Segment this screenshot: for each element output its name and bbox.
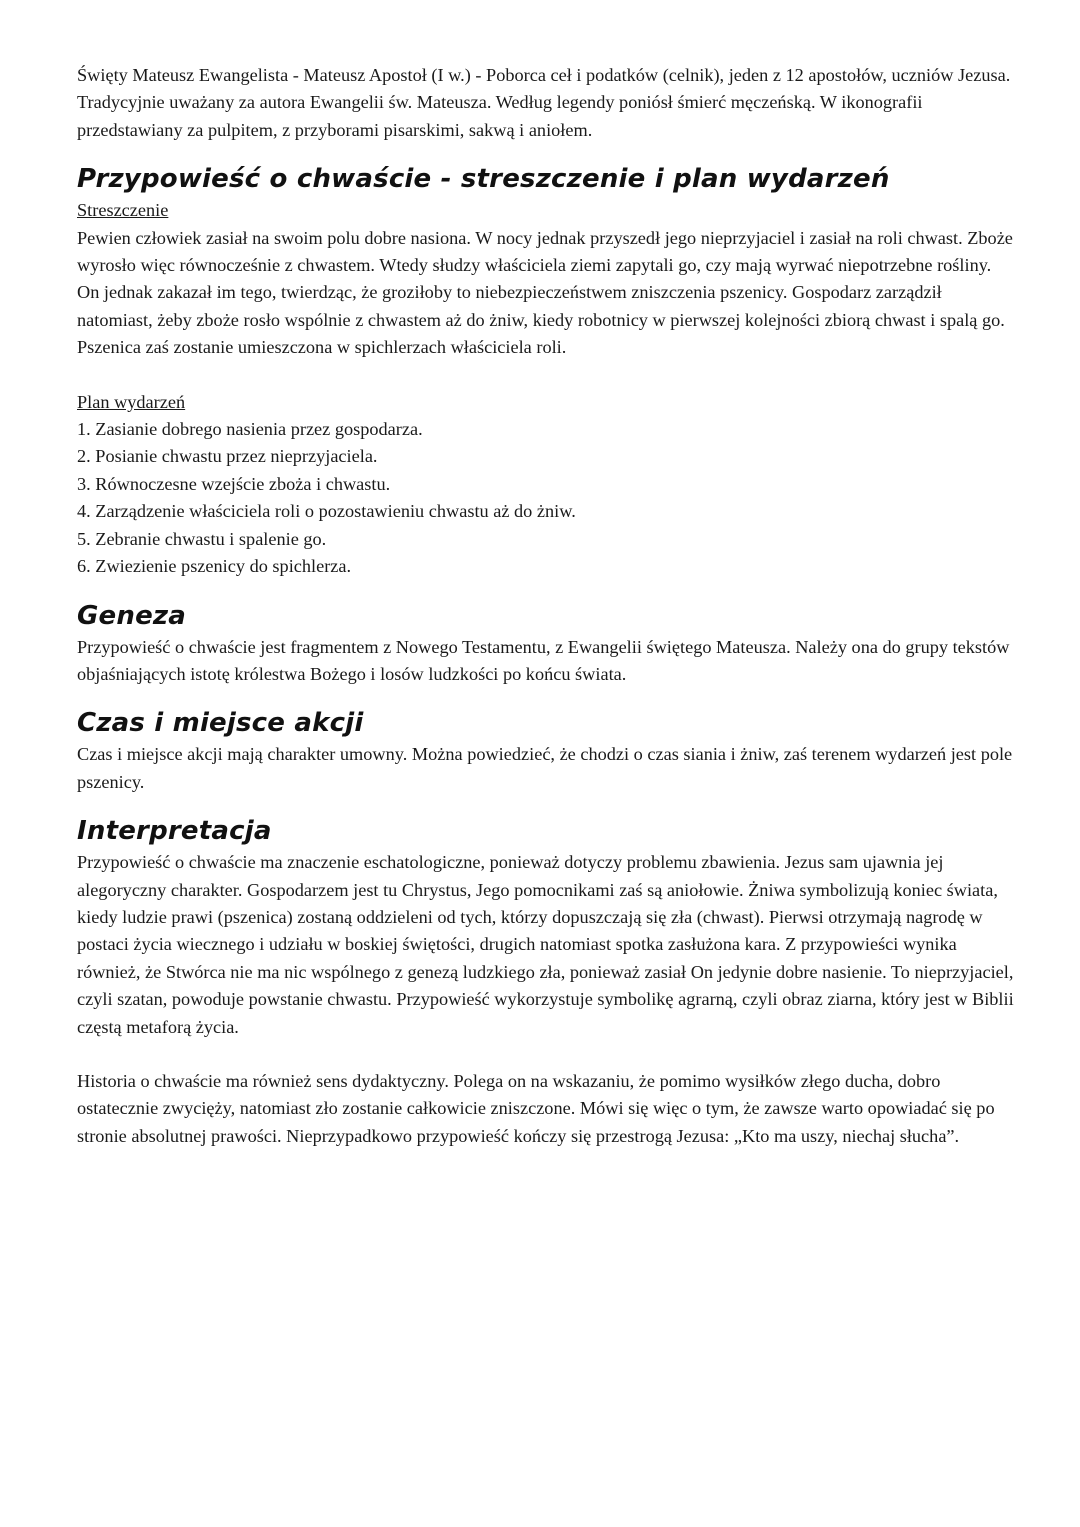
plan-list-item: 3. Równoczesne wzejście zboża i chwastu. (77, 473, 391, 494)
plan-subheading: Plan wydarzeń (77, 391, 186, 412)
plan-list-item: 5. Zebranie chwastu i spalenie go. (77, 528, 327, 549)
plan-list (77, 416, 1017, 580)
section-heading-interpretation: Interpretacja (77, 816, 272, 847)
summary-paragraph: Pewien człowiek zasiał na swoim polu dobre nasiona. W nocy jednak przyszedł jego nieprzyjaciel i zasiał na roli chwast. Zboże wyrosło więc równocześnie z chwastem. Wtedy słudzy właściciela ziemi zapytali go, czy mają wyrwać niepotrzebne rośliny. On jednak zakazał im tego, twierdząc, że groziłoby to niebezpieczeństwem zniszczenia pszenicy. Gospodarz zarządził natomiast, żeby zboże rosło wspólnie z chwastem aż do żniw, kiedy robotnicy w pierwszej kolejności zbiorą chwast i spalą go. Pszenica zaś zostanie umieszczona w spichlerzach właściciela roli. (77, 227, 1013, 358)
interpretation-paragraph-2: Historia o chwaście ma również sens dydaktyczny. Polega on na wskazaniu, że pomimo wysiłków złego ducha, dobro ostatecznie zwycięży, natomiast zło zostanie całkowicie zniszczone. Mówi się więc o tym, że zawsze warto opowiadać się po stronie absolutnej prawości. Nieprzypadkowo przypowieść kończy się przestrogą Jezusa: „Kto ma uszy, niechaj słucha”. (77, 1070, 995, 1146)
interpretation-paragraph-1: Przypowieść o chwaście ma znaczenie eschatologiczne, ponieważ dotyczy problemu zbawienia. Jezus sam ujawnia jej alegoryczny charakter. Gospodarzem jest tu Chrystus, Jego pomocnikami zaś są aniołowie. Żniwa symbolizują koniec świata, kiedy ludzie prawi (pszenica) zostaną oddzieleni od tych, którzy dopuszczają się zła (chwast). Pierwsi otrzymają nagrodę w postaci życia wiecznego i udziału w boskiej świętości, drugich natomiast spotka zasłużona kara. Z przypowieści wynika również, że Stwórca nie ma nic wspólnego z genezą ludzkiego zła, ponieważ zasiał On jedynie dobre nasienie. To nieprzyjaciel, czyli szatan, powoduje powstanie chwastu. Przypowieść wykorzystuje symbolikę agrarną, czyli obraz ziarna, który jest w Biblii częstą metaforą życia. (77, 852, 1014, 1037)
document-page (77, 62, 1017, 1150)
section-heading-time-place: Czas i miejsce akcji (77, 708, 364, 739)
plan-list-item: 1. Zasianie dobrego nasienia przez gospodarza. (77, 419, 423, 440)
section-heading-summary: Przypowieść o chwaście - streszczenie i plan wydarzeń (77, 164, 890, 195)
plan-list-item: 2. Posianie chwastu przez nieprzyjaciela. (77, 446, 378, 467)
plan-list-item: 4. Zarządzenie właściciela roli o pozostawieniu chwastu aż do żniw. (77, 501, 576, 522)
plan-list-item: 6. Zwiezienie pszenicy do spichlerza. (77, 556, 352, 577)
intro-paragraph: Święty Mateusz Ewangelista - Mateusz Apostoł (I w.) - Poborca ceł i podatków (celnik), jeden z 12 apostołów, uczniów Jezusa. Tradycyjnie uważany za autora Ewangelii św. Mateusza. Według legendy poniósł śmierć męczeńską. W ikonografii przedstawiany za pulpitem, z przyborami pisarskimi, sakwą i aniołem. (77, 65, 1011, 140)
section-heading-genesis: Geneza (77, 600, 186, 631)
time-place-paragraph: Czas i miejsce akcji mają charakter umowny. Można powiedzieć, że chodzi o czas siania i żniw, zaś terenem wydarzeń jest pole pszenicy. (77, 744, 1013, 792)
summary-subheading: Streszczenie (77, 200, 169, 221)
genesis-paragraph: Przypowieść o chwaście jest fragmentem z Nowego Testamentu, z Ewangelii świętego Mateusza. Należy ona do grupy tekstów objaśniających istotę królestwa Bożego i losów ludzkości po końcu świata. (77, 636, 1010, 684)
